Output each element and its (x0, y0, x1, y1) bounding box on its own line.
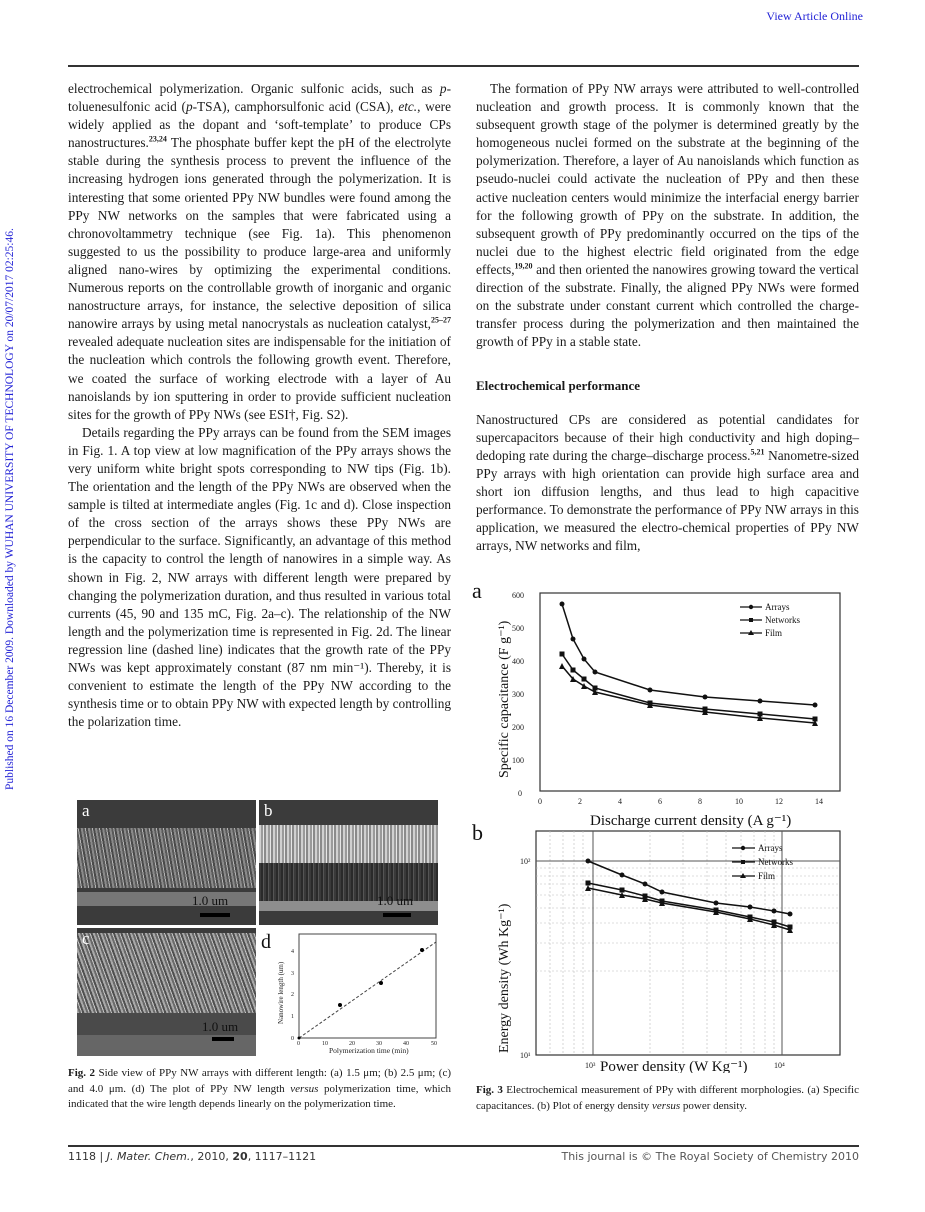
svg-text:0: 0 (518, 789, 522, 798)
sem-image-b: b 1.0 um (259, 800, 438, 925)
scale-bar (200, 913, 230, 917)
svg-text:4: 4 (618, 797, 622, 806)
svg-text:Nanowire length (um): Nanowire length (um) (277, 961, 285, 1024)
svg-text:3: 3 (291, 971, 294, 977)
svg-text:1: 1 (291, 1014, 294, 1020)
left-column (68, 80, 451, 731)
copyright-notice: This journal is © The Royal Society of Chemistry 2010 (561, 1150, 859, 1163)
svg-text:a: a (472, 578, 482, 603)
paragraph: electrochemical polymerization. Organic sulfonic acids, such as p-toluenesulfonic acid (p-TSA), camphorsulfonic acid (CSA), etc., were widely applied as the dopant and ‘soft-template’ to produce CPs nanostructures.$^{23,24}$ The phosphate buffer kept the pH of the electrolyte stable during the synthesis process to prevent the influence of the increasing hydrogen ions generated through the polymerization. It is interesting that some oriented PPy NW bundles were found among the PPy NW networks on the samples that were fabricated using a chronovoltammetry technique (see Fig. 1a). This phenomenon suggested to us the possibility to produce large-area and uniformly aligned nano-wires by optimizing the experimental conditions. Numerous reports on the controllable growth of inorganic and organic nanostructure arrays, for instance, the selective deposition of silica nanowire arrays by using metal nanocrystals as nucleation catalyst,$^{25-27}$ revealed adequate nucleation sites are indispensable for the initiation of the nucleation which controls the following growth event. Therefore, we coated the surface of working electrode with a layer of Au nanoislands by ion sputtering in order to provide sufficient nucleation sites for the growth of PPy NWs (see ESI†, Fig. S2). (68, 81, 452, 422)
download-watermark: Published on 16 December 2009. Downloaded by WUHAN UNIVERSITY OF TECHNOLOGY on 20/07/2017 02:25:46. (4, 228, 16, 790)
citation[interactable]: 25–27 (431, 315, 451, 325)
bottom-rule (68, 1145, 859, 1147)
citation[interactable]: 23,24 (148, 134, 167, 144)
journal-citation: 1118 | J. Mater. Chem., 2010, 20, 1117–1121 (68, 1150, 317, 1163)
paragraph: The formation of PPy NW arrays were attributed to well-controlled nucleation and growth process. It is commonly known that the subsequent growth stage of the polymer is determined greatly by the homogeneous nuclei formed on the substrate at the beginning of the polymerization. Therefore, a layer of Au nanoislands which function as pseudo-nuclei could activate the nucleation of PPy and then these active nucleation centers would minimize the interfacial energy barrier for the following growth of PPy on the substrate. In addition, the subsequent growth of PPy predominantly occurred on the tips of the nuclei due to the highest electric field originated from the edge effects,$^{19,20}$ and then oriented the nanowires growing toward the vertical direction of the substrate. Finally, the aligned PPy NWs were formed on the substrate under constant current which controlled the charge-transfer process during the polymerization and then maintained the growth of PPy in a stable state. (476, 81, 859, 350)
svg-text:10: 10 (322, 1041, 328, 1047)
svg-text:4: 4 (291, 949, 294, 955)
right-column (476, 80, 859, 555)
chart-fig3 (470, 578, 850, 1073)
svg-text:Arrays: Arrays (758, 843, 783, 853)
figure-2-caption: Fig. 2 Side view of PPy NW arrays with different length: (a) 1.5 μm; (b) 2.5 μm; (c) and 4.0 μm. (d) The plot of PPy NW length versus polymerization time, which indicated that the wire length depends linearly on the polymerization time. (68, 1067, 452, 1110)
svg-text:12: 12 (775, 797, 783, 806)
svg-text:500: 500 (512, 624, 524, 633)
chart-fig3b (472, 820, 840, 1073)
svg-text:Film: Film (758, 871, 776, 881)
scatter-plot (259, 928, 450, 1056)
svg-text:8: 8 (698, 797, 702, 806)
sem-image-c: c 1.0 um (77, 928, 256, 1056)
citation[interactable]: 19,20 (514, 261, 533, 271)
scale-bar (383, 913, 411, 917)
svg-text:0: 0 (538, 797, 542, 806)
svg-text:10⁴: 10⁴ (774, 1061, 785, 1070)
svg-text:100: 100 (512, 756, 524, 765)
svg-text:2: 2 (578, 797, 582, 806)
figure-3 (470, 578, 850, 1073)
svg-text:20: 20 (349, 1041, 355, 1047)
figure-3-caption: Fig. 3 Electrochemical measurement of PPy with different morphologies. (a) Specific capacitances. (b) Plot of energy density versus power density. (476, 1084, 859, 1112)
svg-text:Discharge current density (A g: Discharge current density (A g⁻¹) (590, 813, 792, 829)
chart-fig3a (472, 578, 840, 829)
svg-text:6: 6 (658, 797, 662, 806)
paragraph: Details regarding the PPy arrays can be found from the SEM images in Fig. 1. A top view at low magnification of the PPy arrays shows the very uniform white bright spots corresponding to NW tips (Fig. 1b). The orientation and the length of the PPy NWs are observed when the sample is tilted at intermediate angles (Fig. 1c and d). Close inspection of the cross section of the arrays shows these PPy NWs are perpendicular to the surface. Significantly, an advantage of this method is the capacity to control the length of nanowires in a simple way. As shown in Fig. 2, NW arrays with different length were prepared by changing the polymerization duration, and thus resulted in various total currents (45, 90 and 135 mC, Fig. 2a–c). The relationship of the NW length and the polymerization time is represented in Fig. 2d. The linear regression line (dashed line) indicates that the growth rate of the PPy NWs was kept approximately constant (87 nm min⁻¹). Thereby, it is convenient to estimate the length of the PPy NW according to the synthesis time or to obtain PPy NW with expected length by controlling the polarization time. (68, 424, 451, 730)
sem-image-a: a 1.0 um (77, 800, 256, 925)
svg-text:10: 10 (735, 797, 743, 806)
svg-text:2: 2 (291, 992, 294, 998)
svg-text:d: d (261, 931, 271, 953)
top-rule (68, 65, 859, 67)
svg-text:b: b (472, 820, 483, 845)
chart-fig2d (259, 928, 450, 1056)
svg-text:Film: Film (765, 628, 783, 638)
svg-text:10¹: 10¹ (520, 1051, 531, 1060)
svg-text:0: 0 (297, 1041, 300, 1047)
svg-text:300: 300 (512, 690, 524, 699)
svg-text:14: 14 (815, 797, 823, 806)
svg-text:0: 0 (291, 1036, 294, 1042)
svg-text:Power density (W Kg⁻¹): Power density (W Kg⁻¹) (600, 1059, 748, 1073)
svg-text:50: 50 (431, 1041, 437, 1047)
svg-text:Networks: Networks (765, 615, 800, 625)
section-heading: Electrochemical performance (476, 378, 640, 394)
svg-text:Energy density (Wh Kg⁻¹): Energy density (Wh Kg⁻¹) (497, 903, 512, 1053)
svg-text:10²: 10² (520, 857, 531, 866)
paragraph: Nanostructured CPs are considered as potential candidates for supercapacitors because of their high conductivity and high doping–dedoping rate during the charge–discharge process.$^{5,21}$ Nanometre-sized PPy arrays with high orientation can provide high surface area and short ion diffusion lengths, and thus lead to high capacitive performance. To demonstrate the performance of PPy NW arrays in this application, we measured the electro-chemical properties of PPy NW arrays, NW networks and film, (476, 411, 859, 554)
svg-text:10³: 10³ (585, 1061, 596, 1070)
svg-text:200: 200 (512, 723, 524, 732)
figure-2 (77, 800, 450, 1056)
citation[interactable]: 5,21 (750, 447, 765, 457)
view-article-online-link[interactable]: View Article Online (766, 9, 863, 23)
svg-text:30: 30 (376, 1041, 382, 1047)
svg-text:600: 600 (512, 591, 524, 600)
svg-text:40: 40 (403, 1041, 409, 1047)
svg-text:Specific capacitance (F g⁻¹): Specific capacitance (F g⁻¹) (497, 620, 512, 778)
svg-text:Networks: Networks (758, 857, 793, 867)
svg-text:400: 400 (512, 657, 524, 666)
svg-text:Arrays: Arrays (765, 602, 790, 612)
scale-bar (212, 1037, 234, 1041)
svg-text:Polymerization time (min): Polymerization time (min) (329, 1046, 409, 1055)
